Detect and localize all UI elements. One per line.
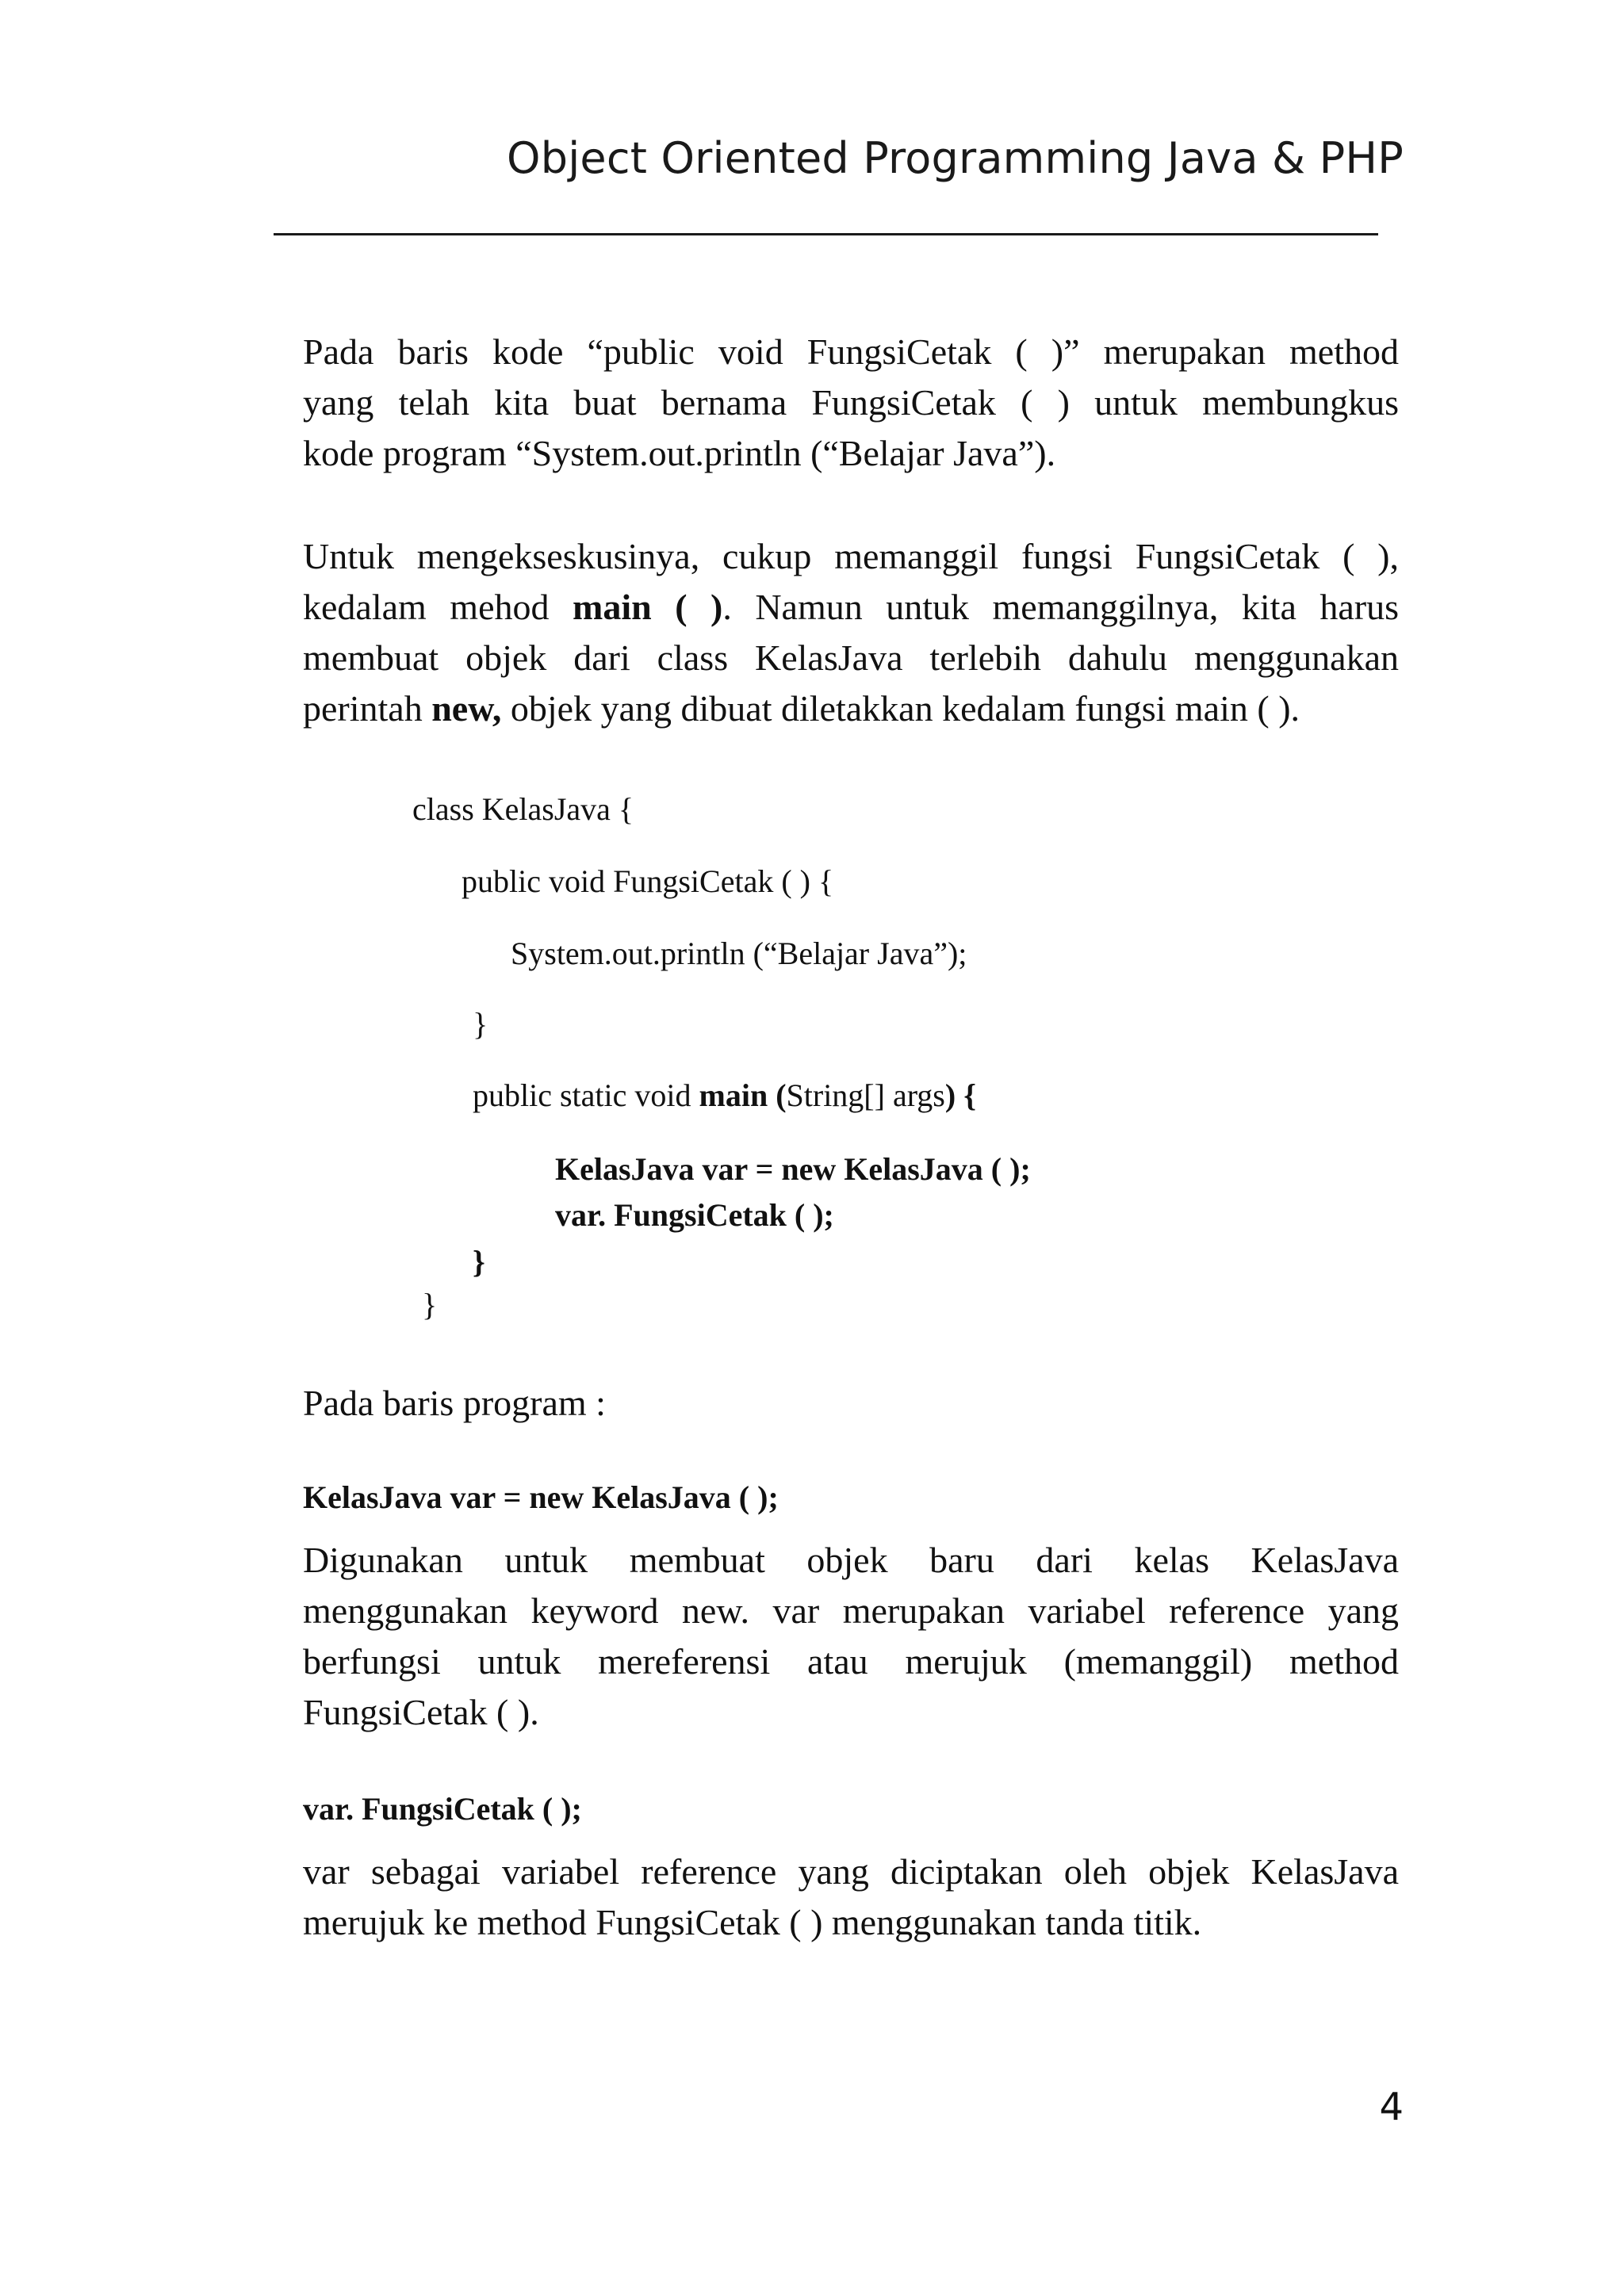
- code-println: System.out.println (“Belajar Java”);: [511, 936, 967, 971]
- paragraph-3-line: Pada baris program :: [303, 1383, 606, 1423]
- bold-run: ) {: [944, 1077, 976, 1113]
- text-run: objek yang dibuat diletakkan kedalam fungsi main ( ).: [501, 688, 1300, 729]
- text-run: String[] args: [786, 1077, 945, 1113]
- code-main-close: }: [473, 1244, 485, 1280]
- paragraph-4-line: FungsiCetak ( ).: [303, 1692, 539, 1732]
- text-run: perintah: [303, 688, 432, 729]
- code-statement-new: KelasJava var = new KelasJava ( );: [555, 1151, 1031, 1187]
- bold-run-new: new,: [431, 688, 502, 729]
- paragraph-5-line: merujuk ke method FungsiCetak ( ) menggunakan tanda titik.: [303, 1902, 1202, 1942]
- paragraph-1: [303, 327, 1399, 479]
- paragraph-1-line: Pada baris kode “public void FungsiCetak ( )” merupakan method: [303, 331, 1399, 372]
- code-main-signature: [473, 1077, 976, 1115]
- paragraph-5-line: var sebagai variabel reference yang diciptakan oleh objek KelasJava: [303, 1851, 1399, 1892]
- paragraph-3: [303, 1378, 1399, 1429]
- paragraph-4-line: berfungsi untuk mereferensi atau merujuk (memanggil) method: [303, 1641, 1399, 1682]
- paragraph-5: [303, 1846, 1399, 1948]
- code-statement-call: var. FungsiCetak ( );: [555, 1197, 834, 1233]
- code-method-close: }: [473, 1006, 488, 1042]
- subheading-new-object: KelasJava var = new KelasJava ( );: [303, 1479, 779, 1515]
- subheading-method-call: var. FungsiCetak ( );: [303, 1791, 582, 1827]
- paragraph-4: [303, 1535, 1399, 1738]
- paragraph-2-line: [303, 582, 1399, 633]
- text-run: . Namun untuk memanggilnya, kita harus: [722, 587, 1399, 627]
- code-class-open: class KelasJava {: [412, 791, 634, 827]
- paragraph-4-line: menggunakan keyword new. var merupakan variabel reference yang: [303, 1590, 1399, 1631]
- bold-run: main (: [699, 1077, 787, 1113]
- code-method-signature: public void FungsiCetak ( ) {: [462, 863, 834, 899]
- code-class-close: }: [422, 1287, 438, 1322]
- paragraph-1-line: kode program “System.out.println (“Belajar Java”).: [303, 433, 1056, 473]
- bold-run-main: main ( ): [573, 587, 723, 627]
- page-number: 4: [1379, 2085, 1404, 2130]
- paragraph-2-line: membuat objek dari class KelasJava terlebih dahulu menggunakan: [303, 637, 1399, 678]
- paragraph-4-line: Digunakan untuk membuat objek baru dari kelas KelasJava: [303, 1540, 1399, 1580]
- paragraph-2-line: Untuk mengekseskusinya, cukup memanggil fungsi FungsiCetak ( ),: [303, 536, 1399, 576]
- text-run: public static void: [473, 1077, 699, 1113]
- text-run: kedalam mehod: [303, 587, 573, 627]
- paragraph-2-line: [303, 683, 1399, 734]
- header-rule: [274, 233, 1378, 235]
- running-header-title: Object Oriented Programming Java & PHP: [507, 133, 1404, 183]
- paragraph-1-line: yang telah kita buat bernama FungsiCetak ( ) untuk membungkus: [303, 382, 1399, 423]
- paragraph-2: [303, 531, 1399, 734]
